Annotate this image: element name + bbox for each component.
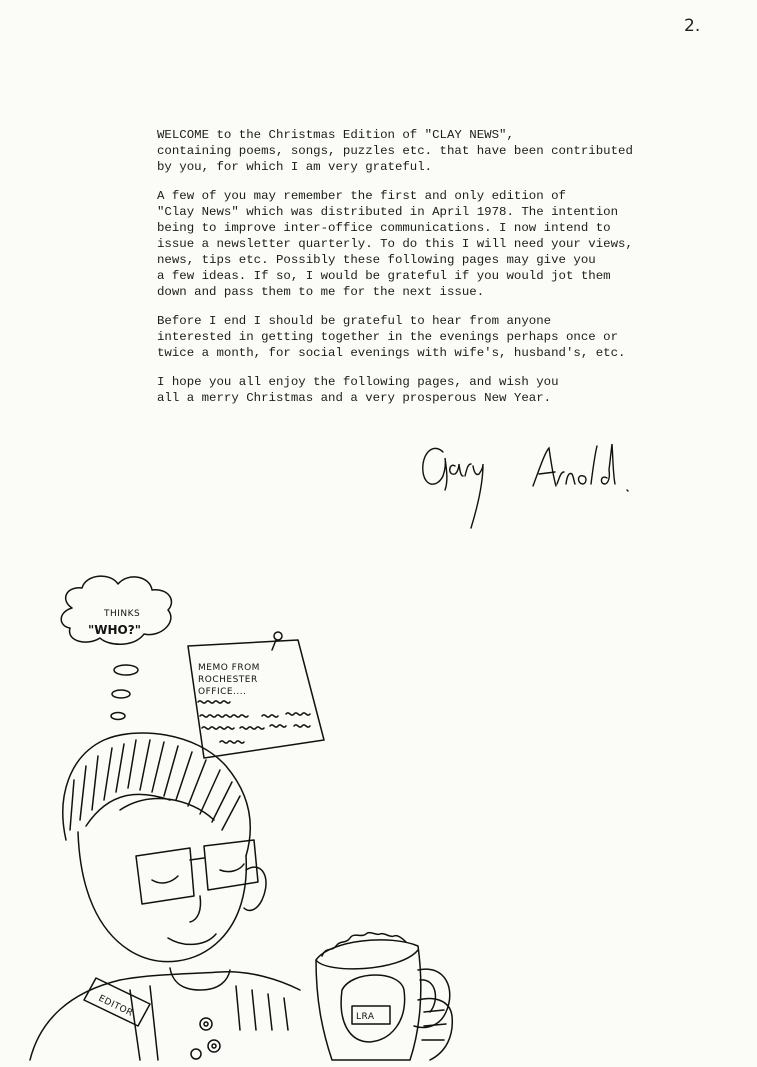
editor-badge-label: EDITOR [96,993,135,1019]
hair [63,733,250,856]
memo-line-3: OFFICE.... [198,687,247,697]
thought-bubble-3 [111,713,125,720]
page-number: 2. [684,16,701,36]
editor-cartoon [0,560,757,1067]
sweater [30,972,300,1060]
thought-text-thinks: THINKS [104,609,141,619]
thought-text-who: "WHO?" [88,623,141,637]
thought-bubble-1 [114,665,138,675]
memo-line-1: MEMO FROM [198,663,260,673]
letter-body [157,127,677,418]
memo-note [188,640,324,758]
paragraph-social-evenings: Before I end I should be grateful to hear from anyone interested in getting together in the evenings perhaps once or twice a month, for social evenings with wife's, husband's, etc. [157,313,626,361]
paragraph-greetings: I hope you all enjoy the following pages, and wish you all a merry Christmas and a very prosperous New Year. [157,374,559,405]
mug-label: LRA [356,1012,375,1022]
thought-bubble-2 [112,690,130,698]
signature-drawing [415,432,655,532]
glasses [136,840,258,904]
paragraph-newsletter: A few of you may remember the first and only edition of "Clay News" which was distributed in April 1978. The intention being to improve inter-office communications. I now intend to issue a newsletter quarterly. To do this I will need your views, news, tips etc. Possibly these following pages may give you a few ideas. If so, I would be grateful if you would jot them down and pass them to me for the next issue. [157,188,633,300]
signature [415,432,655,532]
paragraph-welcome: WELCOME to the Christmas Edition of "CLAY NEWS", containing poems, songs, puzzles etc. that have been contributed by you, for which I am very grateful. [157,128,633,175]
memo-line-2: ROCHESTER [198,675,258,685]
